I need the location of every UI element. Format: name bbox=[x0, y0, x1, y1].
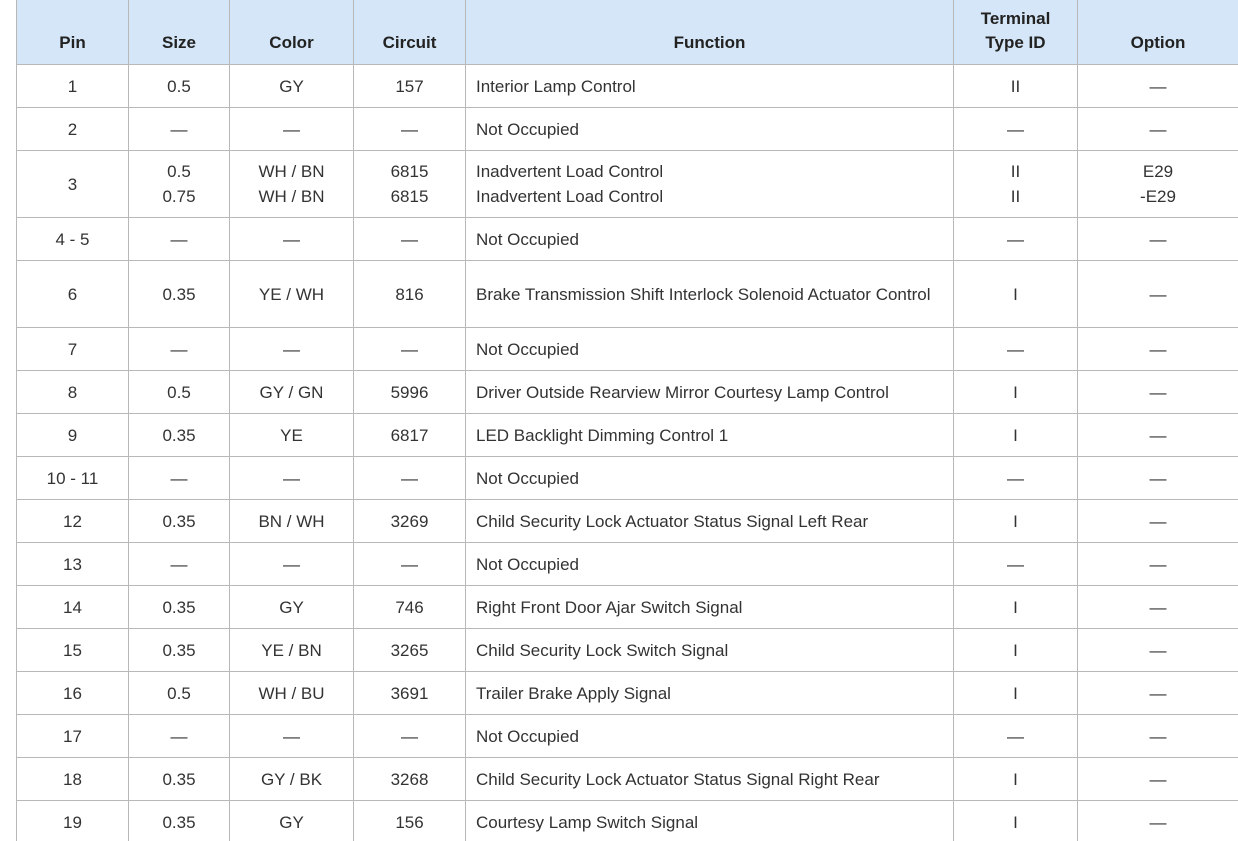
cell-terminal-type-id-line: II bbox=[1010, 162, 1021, 181]
cell-circuit-line: — bbox=[401, 339, 418, 359]
cell-pin: 6 bbox=[17, 261, 129, 328]
cell-terminal-type-id bbox=[954, 218, 1078, 261]
cell-circuit-line: 3265 bbox=[390, 640, 429, 660]
cell-size-line: 0.35 bbox=[162, 769, 196, 789]
cell-function-line: Not Occupied bbox=[476, 554, 579, 574]
cell-function bbox=[466, 414, 954, 457]
cell-pin: 15 bbox=[17, 629, 129, 672]
cell-pin: 12 bbox=[17, 500, 129, 543]
cell-function bbox=[466, 715, 954, 758]
cell-size-line: — bbox=[170, 229, 188, 249]
cell-option-line: — bbox=[1149, 119, 1167, 139]
cell-pin: 1 bbox=[17, 65, 129, 108]
cell-function-line: Not Occupied bbox=[476, 229, 579, 249]
cell-option-line: — bbox=[1149, 597, 1167, 617]
cell-circuit-line: 6815 bbox=[390, 162, 429, 181]
cell-color bbox=[230, 151, 354, 218]
cell-size-line: 0.35 bbox=[162, 511, 196, 531]
cell-option-line: — bbox=[1149, 229, 1167, 249]
cell-circuit-line: 3691 bbox=[390, 683, 429, 703]
cell-color bbox=[230, 543, 354, 586]
cell-function-line: Not Occupied bbox=[476, 468, 579, 488]
cell-size-line: 0.5 bbox=[167, 76, 191, 96]
cell-option-line: — bbox=[1149, 76, 1167, 96]
cell-circuit bbox=[354, 108, 466, 151]
cell-terminal-type-id-line: — bbox=[1007, 229, 1024, 249]
cell-terminal-type-id-line: — bbox=[1007, 554, 1024, 574]
cell-terminal-type-id bbox=[954, 457, 1078, 500]
cell-circuit-line: 3268 bbox=[390, 769, 429, 789]
header-terminal-type-id bbox=[954, 0, 1078, 65]
cell-option bbox=[1078, 629, 1238, 672]
cell-function-line: Child Security Lock Switch Signal bbox=[476, 640, 729, 660]
cell-color-line: — bbox=[283, 726, 300, 746]
cell-circuit bbox=[354, 261, 466, 328]
cell-circuit-line: — bbox=[401, 119, 418, 139]
cell-color bbox=[230, 328, 354, 371]
cell-option bbox=[1078, 328, 1238, 371]
connector-pinout-table bbox=[16, 0, 1238, 841]
cell-function bbox=[466, 801, 954, 841]
header-terminal-line1: Terminal bbox=[980, 9, 1051, 28]
cell-color-line: WH / BU bbox=[258, 683, 325, 703]
cell-option-line: — bbox=[1149, 726, 1167, 746]
cell-function bbox=[466, 586, 954, 629]
cell-terminal-type-id-line: II bbox=[1010, 187, 1021, 206]
cell-terminal-type-id bbox=[954, 151, 1078, 218]
cell-terminal-type-id-line: — bbox=[1007, 468, 1024, 488]
cell-circuit-line: 157 bbox=[395, 76, 424, 96]
cell-terminal-type-id-line: I bbox=[1013, 382, 1018, 402]
cell-terminal-type-id bbox=[954, 500, 1078, 543]
cell-circuit-line: 6815 bbox=[390, 187, 429, 206]
table-row bbox=[17, 457, 1238, 500]
table-row bbox=[17, 629, 1238, 672]
cell-option bbox=[1078, 151, 1238, 218]
cell-size-line: 0.35 bbox=[162, 812, 196, 832]
cell-circuit bbox=[354, 218, 466, 261]
cell-circuit-line: 3269 bbox=[390, 511, 429, 531]
cell-pin: 3 bbox=[17, 151, 129, 218]
cell-function bbox=[466, 500, 954, 543]
cell-function-line: Not Occupied bbox=[476, 339, 579, 359]
cell-circuit-line: 6817 bbox=[390, 425, 429, 445]
header-function: Function bbox=[466, 0, 954, 65]
cell-size bbox=[129, 218, 230, 261]
cell-pin: 7 bbox=[17, 328, 129, 371]
cell-color bbox=[230, 218, 354, 261]
header-terminal-line2: Type ID bbox=[985, 33, 1046, 52]
header-size: Size bbox=[129, 0, 230, 65]
cell-function-line: Trailer Brake Apply Signal bbox=[476, 683, 671, 703]
cell-function bbox=[466, 543, 954, 586]
cell-color-line: — bbox=[283, 229, 300, 249]
cell-function-line: Inadvertent Load Control bbox=[476, 187, 664, 206]
cell-pin: 19 bbox=[17, 801, 129, 841]
cell-function bbox=[466, 151, 954, 218]
cell-circuit bbox=[354, 586, 466, 629]
cell-terminal-type-id-line: I bbox=[1013, 812, 1018, 832]
cell-size bbox=[129, 500, 230, 543]
cell-option bbox=[1078, 457, 1238, 500]
cell-color-line: GY / GN bbox=[259, 382, 324, 402]
cell-terminal-type-id bbox=[954, 715, 1078, 758]
cell-color-line: GY bbox=[279, 812, 304, 832]
cell-size-line: 0.5 bbox=[167, 162, 191, 181]
cell-terminal-type-id bbox=[954, 108, 1078, 151]
table-row bbox=[17, 586, 1238, 629]
cell-size bbox=[129, 151, 230, 218]
cell-option-line: — bbox=[1149, 339, 1167, 359]
cell-function-line: Driver Outside Rearview Mirror Courtesy Lamp Control bbox=[476, 382, 889, 402]
cell-function-line: Not Occupied bbox=[476, 726, 579, 746]
cell-option-line: E29 bbox=[1142, 162, 1174, 181]
cell-size bbox=[129, 715, 230, 758]
cell-option bbox=[1078, 543, 1238, 586]
cell-terminal-type-id-line: I bbox=[1013, 683, 1018, 703]
cell-option-line: — bbox=[1149, 382, 1167, 402]
cell-terminal-type-id bbox=[954, 414, 1078, 457]
cell-terminal-type-id-line: II bbox=[1010, 76, 1021, 96]
cell-option bbox=[1078, 218, 1238, 261]
cell-circuit bbox=[354, 414, 466, 457]
cell-size-line: — bbox=[170, 726, 188, 746]
cell-pin: 17 bbox=[17, 715, 129, 758]
cell-pin: 9 bbox=[17, 414, 129, 457]
cell-pin: 14 bbox=[17, 586, 129, 629]
cell-terminal-type-id-line: I bbox=[1013, 511, 1018, 531]
cell-function-line: Child Security Lock Actuator Status Signal Left Rear bbox=[476, 511, 869, 531]
table-row bbox=[17, 801, 1238, 841]
cell-terminal-type-id bbox=[954, 758, 1078, 801]
cell-function-line: Interior Lamp Control bbox=[476, 76, 636, 96]
cell-function-line: Child Security Lock Actuator Status Signal Right Rear bbox=[476, 769, 880, 789]
cell-size-line: 0.35 bbox=[162, 425, 196, 445]
cell-color bbox=[230, 371, 354, 414]
cell-color-line: BN / WH bbox=[258, 511, 325, 531]
cell-size bbox=[129, 543, 230, 586]
cell-color-line: YE / WH bbox=[258, 284, 325, 304]
cell-size bbox=[129, 629, 230, 672]
cell-terminal-type-id bbox=[954, 328, 1078, 371]
cell-function-line: LED Backlight Dimming Control 1 bbox=[476, 425, 729, 445]
cell-color-line: — bbox=[283, 468, 300, 488]
cell-pin: 16 bbox=[17, 672, 129, 715]
cell-color-line: YE bbox=[280, 425, 303, 445]
cell-circuit-line: — bbox=[401, 468, 418, 488]
table-row bbox=[17, 715, 1238, 758]
cell-option bbox=[1078, 715, 1238, 758]
cell-option bbox=[1078, 65, 1238, 108]
cell-circuit bbox=[354, 500, 466, 543]
cell-size bbox=[129, 261, 230, 328]
cell-size bbox=[129, 758, 230, 801]
table-row bbox=[17, 500, 1238, 543]
cell-terminal-type-id-line: I bbox=[1013, 425, 1018, 445]
cell-circuit-line: 156 bbox=[395, 812, 424, 832]
cell-terminal-type-id bbox=[954, 543, 1078, 586]
cell-terminal-type-id-line: — bbox=[1007, 119, 1024, 139]
cell-option-line: — bbox=[1149, 284, 1167, 304]
cell-size bbox=[129, 672, 230, 715]
cell-terminal-type-id bbox=[954, 371, 1078, 414]
cell-option bbox=[1078, 801, 1238, 841]
cell-option bbox=[1078, 672, 1238, 715]
cell-option bbox=[1078, 414, 1238, 457]
connector-pinout-table-container bbox=[16, 0, 1238, 841]
table-row bbox=[17, 328, 1238, 371]
cell-option bbox=[1078, 261, 1238, 328]
cell-color bbox=[230, 108, 354, 151]
cell-circuit-line: 816 bbox=[395, 284, 424, 304]
cell-size-line: — bbox=[170, 339, 188, 359]
cell-terminal-type-id-line: — bbox=[1007, 339, 1024, 359]
cell-circuit bbox=[354, 371, 466, 414]
cell-function-line: Brake Transmission Shift Interlock Solenoid Actuator Control bbox=[476, 284, 931, 304]
cell-circuit bbox=[354, 672, 466, 715]
cell-circuit bbox=[354, 543, 466, 586]
cell-option bbox=[1078, 758, 1238, 801]
cell-circuit bbox=[354, 151, 466, 218]
cell-size-line: 0.5 bbox=[167, 683, 191, 703]
cell-function bbox=[466, 457, 954, 500]
cell-circuit-line: 746 bbox=[395, 597, 424, 617]
table-row bbox=[17, 672, 1238, 715]
cell-function-line: Inadvertent Load Control bbox=[476, 162, 664, 181]
cell-size bbox=[129, 414, 230, 457]
cell-terminal-type-id-line: I bbox=[1013, 640, 1018, 660]
cell-option-line: — bbox=[1149, 468, 1167, 488]
cell-color-line: — bbox=[283, 554, 300, 574]
cell-option bbox=[1078, 108, 1238, 151]
cell-color-line: — bbox=[283, 339, 300, 359]
cell-size-line: 0.5 bbox=[167, 382, 191, 402]
cell-circuit-line: — bbox=[401, 229, 418, 249]
cell-pin: 4 - 5 bbox=[17, 218, 129, 261]
table-row bbox=[17, 65, 1238, 108]
cell-color bbox=[230, 457, 354, 500]
cell-circuit bbox=[354, 801, 466, 841]
cell-function bbox=[466, 371, 954, 414]
cell-color-line: WH / BN bbox=[258, 187, 325, 206]
cell-color-line: GY bbox=[279, 76, 304, 96]
header-row bbox=[17, 0, 1238, 65]
cell-pin: 8 bbox=[17, 371, 129, 414]
table-body bbox=[17, 65, 1238, 841]
table-row bbox=[17, 371, 1238, 414]
header-option: Option bbox=[1078, 0, 1238, 65]
cell-size-line: 0.35 bbox=[162, 640, 196, 660]
cell-pin: 2 bbox=[17, 108, 129, 151]
cell-terminal-type-id bbox=[954, 65, 1078, 108]
cell-terminal-type-id-line: — bbox=[1007, 726, 1024, 746]
cell-color bbox=[230, 715, 354, 758]
cell-option-line: — bbox=[1149, 683, 1167, 703]
cell-circuit-line: 5996 bbox=[390, 382, 429, 402]
table-row bbox=[17, 543, 1238, 586]
cell-size-line: — bbox=[170, 554, 188, 574]
cell-option-line: — bbox=[1149, 425, 1167, 445]
cell-option-line: — bbox=[1149, 554, 1167, 574]
cell-option bbox=[1078, 500, 1238, 543]
cell-function-line: Courtesy Lamp Switch Signal bbox=[476, 812, 699, 832]
cell-color-line: GY / BK bbox=[260, 769, 323, 789]
cell-circuit bbox=[354, 65, 466, 108]
cell-pin: 18 bbox=[17, 758, 129, 801]
cell-function bbox=[466, 65, 954, 108]
cell-size bbox=[129, 801, 230, 841]
cell-color bbox=[230, 500, 354, 543]
table-row bbox=[17, 108, 1238, 151]
cell-function-line: Right Front Door Ajar Switch Signal bbox=[476, 597, 743, 617]
cell-function bbox=[466, 328, 954, 371]
cell-terminal-type-id-line: I bbox=[1013, 284, 1018, 304]
cell-terminal-type-id bbox=[954, 672, 1078, 715]
cell-option-line: — bbox=[1149, 511, 1167, 531]
cell-option-line: — bbox=[1149, 640, 1167, 660]
cell-function bbox=[466, 108, 954, 151]
cell-function bbox=[466, 758, 954, 801]
cell-color bbox=[230, 758, 354, 801]
cell-size bbox=[129, 108, 230, 151]
table-row bbox=[17, 261, 1238, 328]
cell-circuit-line: — bbox=[401, 726, 418, 746]
cell-color bbox=[230, 586, 354, 629]
cell-color bbox=[230, 672, 354, 715]
cell-size bbox=[129, 586, 230, 629]
table-row bbox=[17, 414, 1238, 457]
cell-circuit bbox=[354, 758, 466, 801]
cell-size bbox=[129, 328, 230, 371]
cell-option-line: -E29 bbox=[1140, 187, 1176, 206]
cell-color-line: — bbox=[283, 119, 300, 139]
cell-terminal-type-id-line: I bbox=[1013, 769, 1018, 789]
cell-color-line: WH / BN bbox=[258, 162, 325, 181]
header-pin: Pin bbox=[17, 0, 129, 65]
header-circuit: Circuit bbox=[354, 0, 466, 65]
cell-terminal-type-id-line: I bbox=[1013, 597, 1018, 617]
cell-function bbox=[466, 261, 954, 328]
cell-color bbox=[230, 629, 354, 672]
cell-function-line: Not Occupied bbox=[476, 119, 579, 139]
cell-option bbox=[1078, 586, 1238, 629]
cell-circuit-line: — bbox=[401, 554, 418, 574]
cell-size bbox=[129, 371, 230, 414]
cell-pin: 10 - 11 bbox=[17, 457, 129, 500]
cell-function bbox=[466, 218, 954, 261]
cell-option-line: — bbox=[1149, 769, 1167, 789]
cell-function bbox=[466, 672, 954, 715]
cell-color bbox=[230, 261, 354, 328]
cell-option-line: — bbox=[1149, 812, 1167, 832]
cell-color-line: GY bbox=[279, 597, 304, 617]
cell-circuit bbox=[354, 629, 466, 672]
cell-color bbox=[230, 65, 354, 108]
table-row bbox=[17, 218, 1238, 261]
cell-pin: 13 bbox=[17, 543, 129, 586]
cell-option bbox=[1078, 371, 1238, 414]
table-row bbox=[17, 758, 1238, 801]
cell-size-line: 0.75 bbox=[162, 187, 196, 206]
cell-function bbox=[466, 629, 954, 672]
table-row bbox=[17, 151, 1238, 218]
cell-circuit bbox=[354, 457, 466, 500]
cell-terminal-type-id bbox=[954, 261, 1078, 328]
cell-circuit bbox=[354, 715, 466, 758]
cell-size-line: 0.35 bbox=[162, 597, 196, 617]
cell-size-line: 0.35 bbox=[162, 284, 196, 304]
cell-terminal-type-id bbox=[954, 801, 1078, 841]
cell-size bbox=[129, 457, 230, 500]
cell-size-line: — bbox=[170, 119, 188, 139]
cell-terminal-type-id bbox=[954, 586, 1078, 629]
header-color: Color bbox=[230, 0, 354, 65]
cell-terminal-type-id bbox=[954, 629, 1078, 672]
cell-size-line: — bbox=[170, 468, 188, 488]
cell-color-line: YE / BN bbox=[261, 640, 322, 660]
cell-size bbox=[129, 65, 230, 108]
cell-color bbox=[230, 801, 354, 841]
cell-color bbox=[230, 414, 354, 457]
cell-circuit bbox=[354, 328, 466, 371]
